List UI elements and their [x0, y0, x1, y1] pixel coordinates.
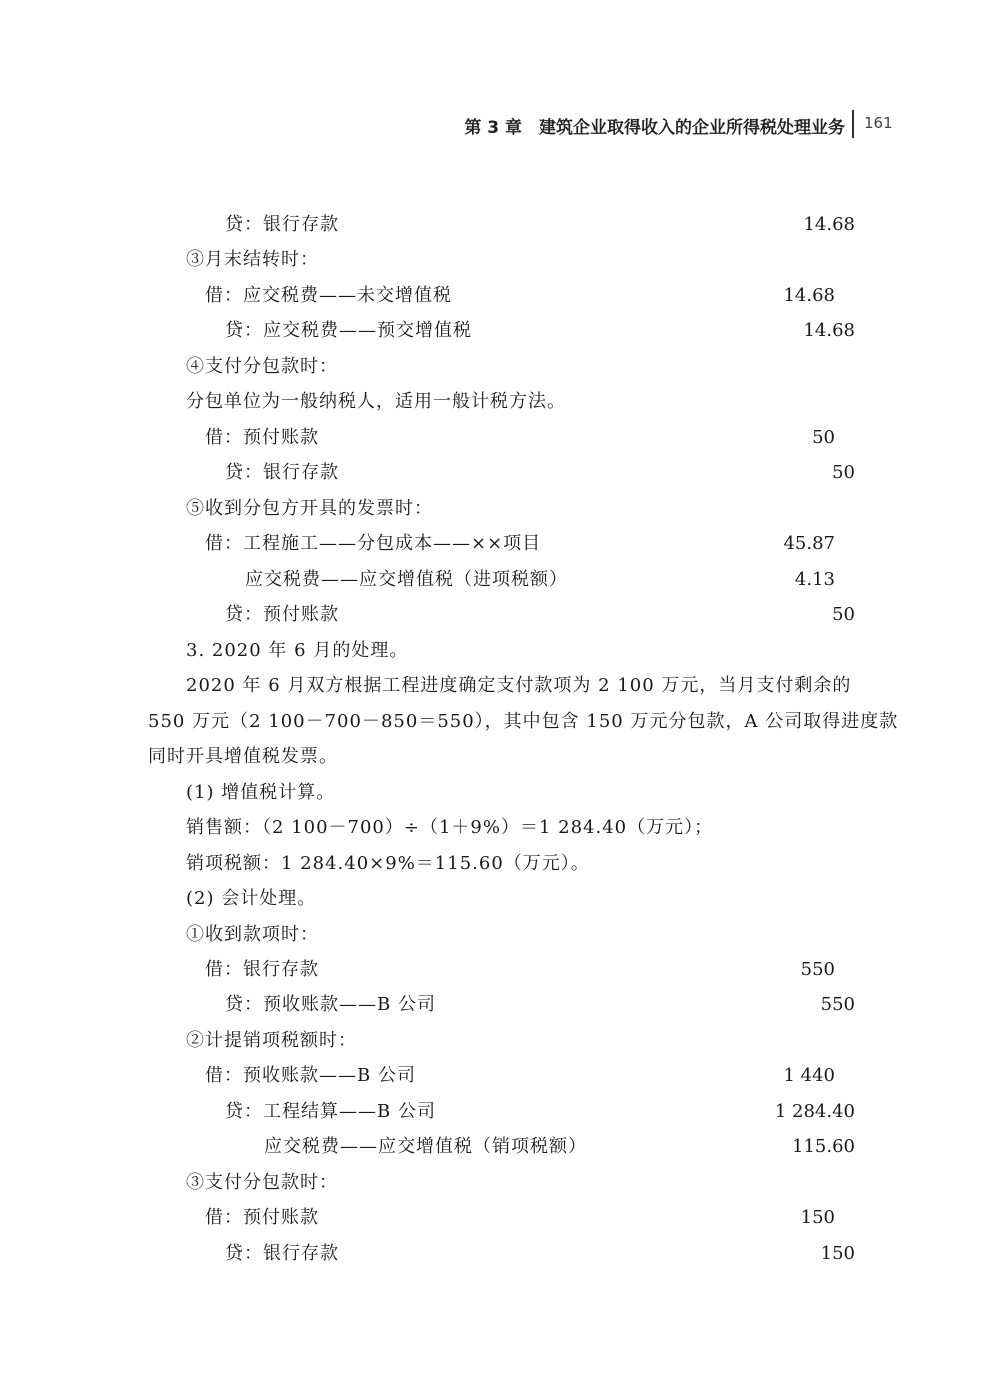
entry-amount: 14.68: [803, 214, 855, 235]
entry-line: 贷：预付账款: [225, 604, 339, 625]
subsection-heading: (1) 增值税计算。: [186, 782, 336, 803]
step-heading: ③月末结转时：: [186, 249, 319, 270]
page-number: 161: [864, 114, 893, 132]
entry-line: 贷：银行存款: [225, 214, 339, 235]
paragraph-line: 2020 年 6 月双方根据工程进度确定支付款项为 2 100 万元，当月支付剩余的: [186, 675, 852, 696]
paragraph-line: 分包单位为一般纳税人，适用一般计税方法。: [186, 391, 566, 412]
entry-line: 贷：银行存款: [225, 1243, 339, 1264]
step-heading: ④支付分包款时：: [186, 356, 338, 377]
entry-line: 借：预付账款: [205, 1207, 319, 1228]
entry-amount: 550: [820, 994, 855, 1015]
running-header: [0, 110, 1000, 138]
entry-amount: 14.68: [783, 285, 835, 306]
formula-line: 销售额：（2 100－700）÷（1＋9%）＝1 284.40（万元）；: [186, 817, 714, 838]
entry-amount: 45.87: [783, 533, 835, 554]
entry-line: 借：银行存款: [205, 959, 319, 980]
entry-amount: 50: [812, 427, 835, 448]
entry-line: 借：工程施工——分包成本——××项目: [205, 533, 542, 554]
paragraph-line: 550 万元（2 100－700－850＝550），其中包含 150 万元分包款，A 公司取得进度款: [148, 711, 899, 732]
entry-amount: 50: [832, 604, 855, 625]
entry-line: 应交税费——应交增值税（销项税额）: [264, 1136, 587, 1157]
formula-line: 销项税额：1 284.40×9%＝115.60（万元）。: [186, 853, 590, 874]
step-heading: ②计提销项税额时：: [186, 1030, 357, 1051]
entry-line: 借：预收账款——B 公司: [205, 1065, 416, 1086]
entry-line: 贷：银行存款: [225, 462, 339, 483]
entry-amount: 550: [800, 959, 835, 980]
entry-line: 贷：应交税费——预交增值税: [225, 320, 472, 341]
entry-line: 贷：工程结算——B 公司: [225, 1101, 436, 1122]
entry-line: 贷：预收账款——B 公司: [225, 994, 436, 1015]
paragraph-line: 同时开具增值税发票。: [148, 746, 338, 767]
entry-line: 应交税费——应交增值税（进项税额）: [245, 569, 568, 590]
step-heading: ①收到款项时：: [186, 924, 319, 945]
entry-amount: 150: [800, 1207, 835, 1228]
entry-amount: 150: [820, 1243, 855, 1264]
header-divider: [852, 110, 854, 138]
subsection-heading: (2) 会计处理。: [186, 888, 317, 909]
entry-amount: 1 440: [783, 1065, 835, 1086]
entry-amount: 50: [832, 462, 855, 483]
step-heading: ③支付分包款时：: [186, 1172, 338, 1193]
chapter-title: 第 3 章 建筑企业取得收入的企业所得税处理业务: [464, 118, 845, 138]
step-heading: ⑤收到分包方开具的发票时：: [186, 498, 433, 519]
entry-line: 借：应交税费——未交增值税: [205, 285, 452, 306]
entry-amount: 14.68: [803, 320, 855, 341]
entry-amount: 1 284.40: [774, 1101, 855, 1122]
entry-line: 借：预付账款: [205, 427, 319, 448]
entry-amount: 115.60: [792, 1136, 855, 1157]
entry-amount: 4.13: [794, 569, 835, 590]
section-heading: 3. 2020 年 6 月的处理。: [186, 640, 409, 661]
